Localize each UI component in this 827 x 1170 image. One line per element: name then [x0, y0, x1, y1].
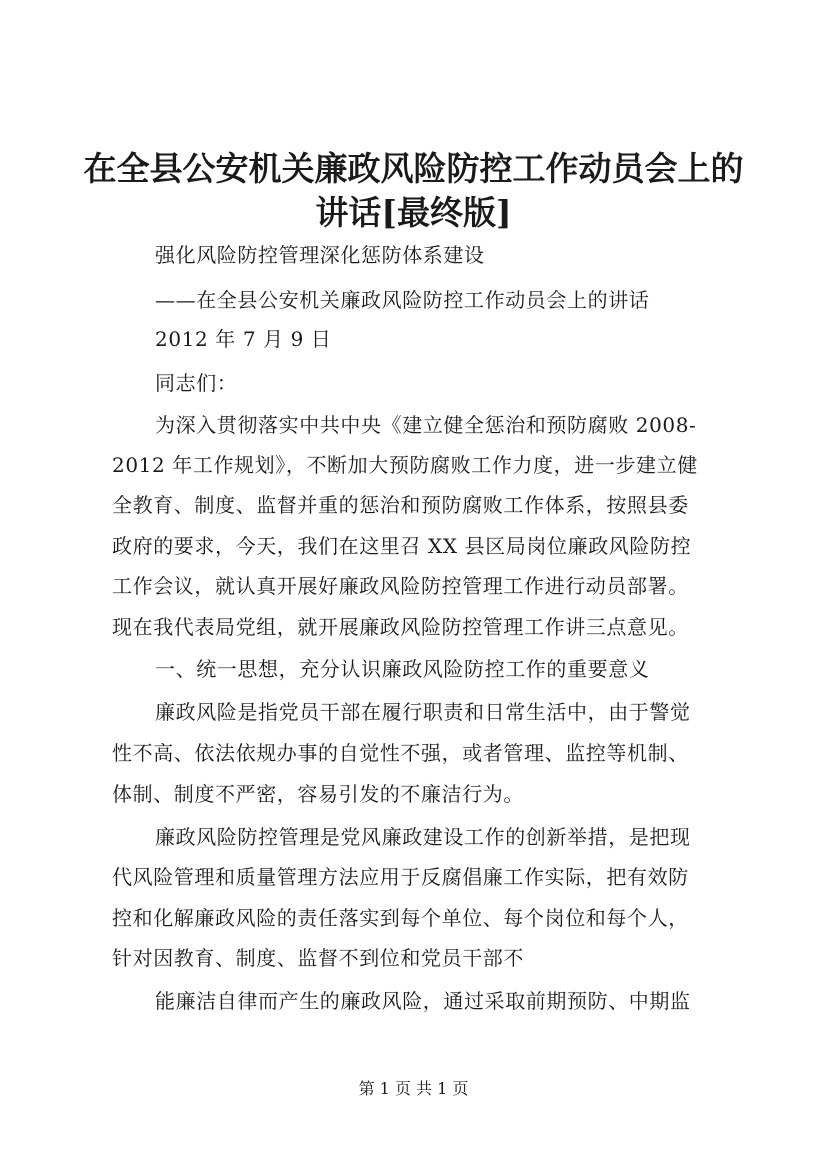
paragraph-line: 政府的要求，今天，我们在这里召 XX 县区局岗位廉政风险防控: [112, 534, 692, 558]
paragraph-line: 性不高、依法依规办事的自觉性不强，或者管理、监控等机制、: [112, 741, 689, 765]
document-title-line-1: 在全县公安机关廉政风险防控工作动员会上的: [83, 149, 744, 188]
paragraph-line: 2012 年工作规划》，不断加大预防腐败工作力度，进一步建立健: [112, 453, 698, 477]
paragraph-line: 为深入贯彻落实中共中央《建立健全惩治和预防腐败 2008-: [155, 413, 697, 437]
paragraph-line: 能廉洁自律而产生的廉政风险，通过采取前期预防、中期监: [155, 989, 691, 1013]
document-title-line-2: 讲话[最终版]: [315, 193, 512, 232]
paragraph-line: 针对因教育、制度、监督不到位和党员干部不: [112, 946, 524, 970]
subtitle-speech: ——在全县公安机关廉政风险防控工作动员会上的讲话: [155, 288, 650, 312]
paragraph-line: 控和化解廉政风险的责任落实到每个单位、每个岗位和每个人，: [112, 906, 689, 930]
section-heading: 一、统一思想，充分认识廉政风险防控工作的重要意义: [155, 657, 650, 681]
page-number-footer: 第 1 页 共 1 页: [358, 1079, 469, 1098]
speech-date: 2012 年 7 月 9 日: [155, 327, 332, 351]
paragraph-line: 廉政风险是指党员干部在履行职责和日常生活中，由于警觉: [155, 700, 691, 724]
paragraph-line: 廉政风险防控管理是党风廉政建设工作的创新举措，是把现: [155, 825, 691, 849]
paragraph-line: 工作会议，就认真开展好廉政风险防控管理工作进行动员部署。: [112, 574, 689, 598]
paragraph-line: 代风险管理和质量管理方法应用于反腐倡廉工作实际，把有效防: [112, 865, 689, 889]
subtitle: 强化风险防控管理深化惩防体系建设: [155, 243, 485, 267]
greeting: 同志们：: [155, 371, 238, 395]
paragraph-line: 体制、制度不严密，容易引发的不廉洁行为。: [112, 782, 524, 806]
paragraph-line: 现在我代表局党组，就开展廉政风险防控管理工作讲三点意见。: [112, 615, 689, 639]
paragraph-line: 全教育、制度、监督并重的惩治和预防腐败工作体系，按照县委: [112, 493, 689, 517]
